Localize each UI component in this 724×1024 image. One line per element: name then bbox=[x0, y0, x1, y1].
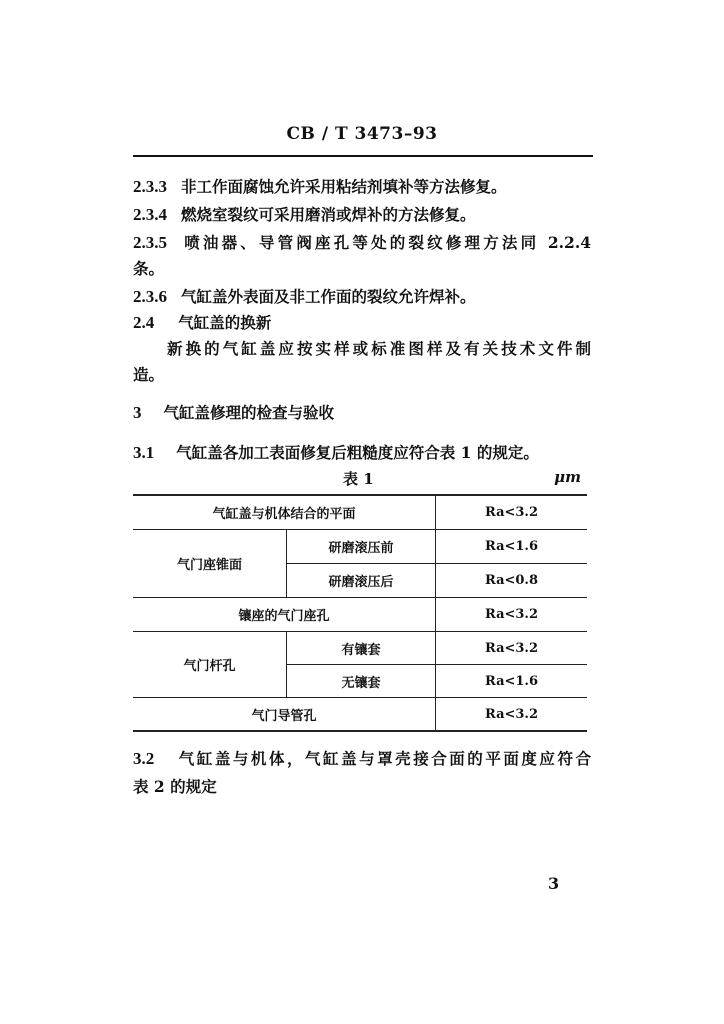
clause-text: 燃烧室裂纹可采用磨消或焊补的方法修复。 bbox=[181, 205, 476, 224]
clause-text: 喷油器、导管阀座孔等处的裂纹修理方法同 2.2.4 bbox=[181, 233, 591, 252]
clause-text: 非工作面腐蚀允许采用粘结剂填补等方法修复。 bbox=[181, 177, 507, 196]
clause-text: 气缸盖各加工表面修复后粗糙度应符合表 1 的规定。 bbox=[176, 443, 539, 462]
clause-text: 条。 bbox=[133, 259, 165, 278]
clause-2-3-5-continuation bbox=[133, 254, 591, 284]
page-number: 3 bbox=[548, 874, 560, 893]
clause-number: 3.1 bbox=[133, 443, 155, 462]
clause-text: 表 2 的规定 bbox=[133, 777, 217, 796]
clause-text: 气缸盖的换新 bbox=[178, 313, 272, 332]
clause-3-2-continuation bbox=[133, 772, 591, 802]
clause-number: 2.3.4 bbox=[133, 205, 167, 224]
clause-number: 2.3.5 bbox=[133, 233, 167, 252]
table-item-cell: 气门导管孔 bbox=[251, 708, 317, 724]
section-number: 3 bbox=[133, 403, 142, 422]
table-item-cell: 气门座锥面 bbox=[176, 558, 242, 573]
table-bottom-rule bbox=[133, 730, 587, 732]
roughness-table bbox=[133, 494, 587, 732]
table-1-caption bbox=[133, 468, 591, 492]
paragraph-text: 新换的气缸盖应按实样或标准图样及有关技术文件制 bbox=[167, 339, 591, 358]
clause-3-1 bbox=[133, 438, 591, 468]
table-value-cell: Ra<1.6 bbox=[484, 539, 539, 554]
table-value-cell: Ra<3.2 bbox=[484, 706, 539, 722]
table-unit: μm bbox=[554, 468, 581, 486]
table-value-cell: Ra<3.2 bbox=[484, 640, 539, 656]
header-rule bbox=[133, 155, 593, 157]
table-value-cell: Ra<3.2 bbox=[484, 607, 539, 622]
table-title: 表 1 bbox=[343, 470, 374, 488]
table-value-cell: Ra<3.2 bbox=[484, 505, 539, 520]
clause-text: 气缸盖外表面及非工作面的裂纹允许焊补。 bbox=[181, 287, 476, 306]
table-sub-cell: 研磨滚压前 bbox=[328, 541, 394, 556]
clause-number: 3.2 bbox=[133, 749, 155, 768]
clause-2-3-4 bbox=[133, 200, 591, 230]
standard-code-header: CB / T 3473–93 bbox=[286, 124, 438, 144]
clause-3-2 bbox=[133, 744, 591, 774]
clause-number: 2.3.6 bbox=[133, 287, 167, 306]
section-3-heading bbox=[133, 398, 591, 428]
table-item-cell: 气缸盖与机体结合的平面 bbox=[212, 507, 356, 522]
clause-number: 2.4 bbox=[133, 313, 155, 332]
replacement-paragraph-continuation bbox=[133, 360, 591, 390]
table-item-cell: 镶座的气门座孔 bbox=[238, 609, 330, 624]
clause-text: 气缸盖与机体，气缸盖与罩壳接合面的平面度应符合 bbox=[176, 749, 591, 768]
clause-number: 2.3.3 bbox=[133, 177, 167, 196]
table-sub-cell: 研磨滚压后 bbox=[328, 575, 394, 590]
table-item-cell: 气门杆孔 bbox=[183, 659, 236, 674]
paragraph-text: 造。 bbox=[133, 365, 165, 384]
table-sub-cell: 有镶套 bbox=[341, 642, 381, 658]
section-title: 气缸盖修理的检查与验收 bbox=[163, 403, 335, 422]
table-value-cell: Ra<1.6 bbox=[484, 673, 539, 689]
table-value-cell: Ra<0.8 bbox=[484, 573, 539, 588]
table-sub-cell: 无镶套 bbox=[341, 675, 381, 691]
clause-2-3-3 bbox=[133, 172, 591, 202]
